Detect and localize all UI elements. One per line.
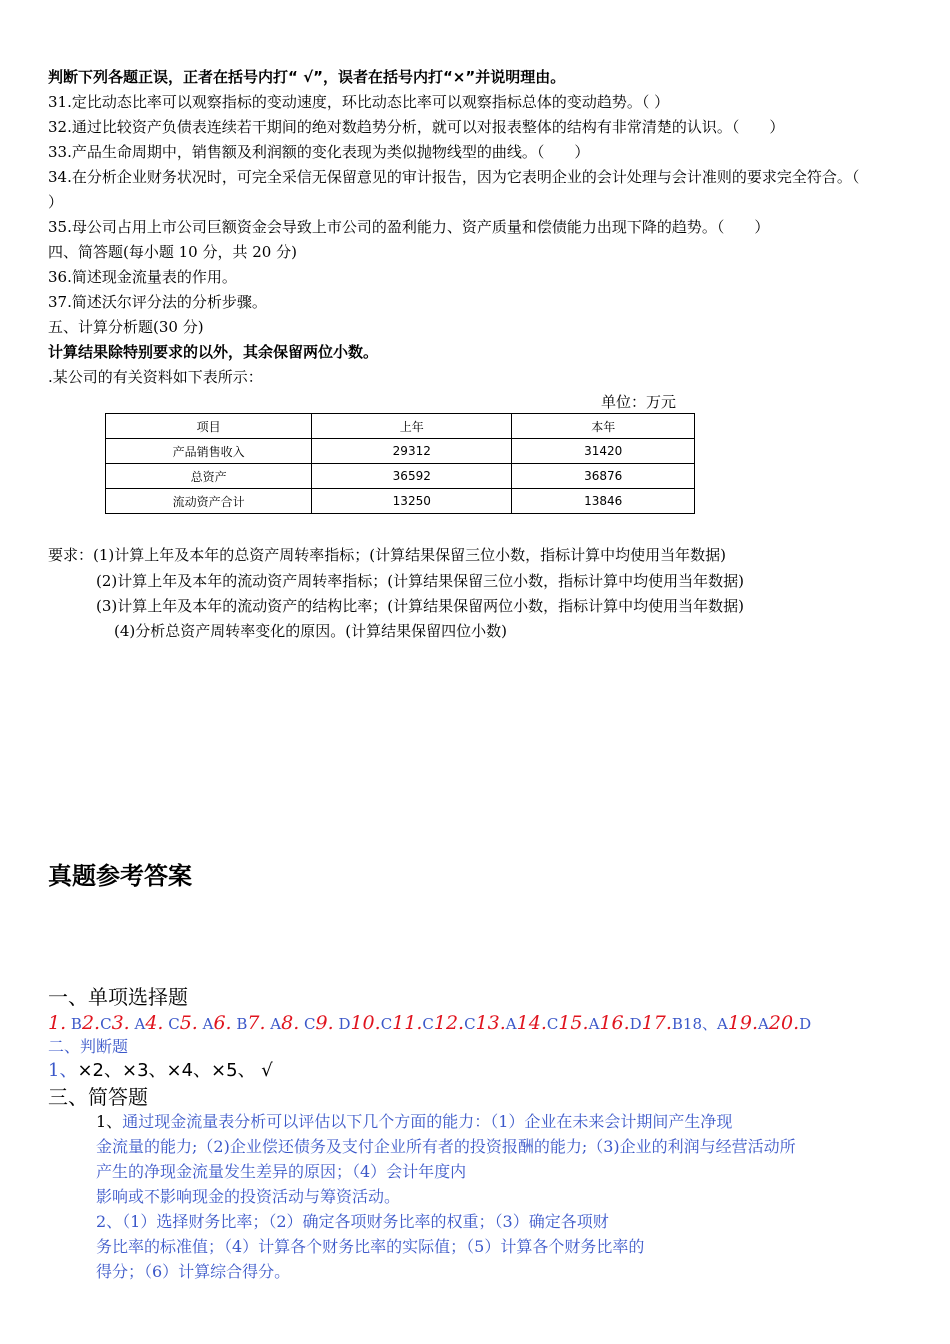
table-cell: 36592 xyxy=(312,464,512,489)
multiple-choice-answers xyxy=(48,1011,811,1036)
table-cell: 流动资产合计 xyxy=(106,489,312,514)
short-answer-1-line-2: 金流量的能力;（2)企业偿还债务及支付企业所有者的投资报酬的能力;（3)企业的利润与经营活动所 xyxy=(96,1137,796,1156)
mc-question-number: 11. xyxy=(392,1012,423,1034)
table-row xyxy=(106,489,695,514)
short-answer-1-line-4: 影响或不影响现金的投资活动与筹资活动。 xyxy=(96,1187,401,1206)
mc-question-number: 14. xyxy=(516,1012,547,1034)
mc-answer-letter: C xyxy=(546,1015,559,1033)
answer-section-3-title: 三、简答题 xyxy=(48,1085,148,1109)
mc-answer-letter: C xyxy=(464,1015,476,1033)
mc-question-number: 12. xyxy=(433,1012,465,1034)
mc-answer-letter: D xyxy=(799,1015,812,1033)
question-37: 37.简述沃尔评分法的分析步骤。 xyxy=(48,293,267,311)
table-row xyxy=(106,464,695,489)
mc-answer-letter: C xyxy=(163,1015,180,1033)
answer-section-1-title: 一、单项选择题 xyxy=(48,985,188,1009)
mc-question-number: 1. xyxy=(48,1012,67,1034)
mc-answer-letter: B xyxy=(66,1015,82,1033)
question-34-continued: ） xyxy=(48,193,64,211)
table-cell: 29312 xyxy=(312,439,512,464)
mc-question-number: 8. xyxy=(281,1012,300,1034)
section-4-title: 四、简答题(每小题 10 分，共 20 分) xyxy=(48,243,297,261)
question-31: 31.定比动态比率可以观察指标的变动速度，环比动态比率可以观察指标总体的变动趋势。（ ） xyxy=(48,93,670,111)
mc-question-number: 9. xyxy=(315,1012,334,1034)
short-answer-2-line-3: 得分；（6）计算综合得分。 xyxy=(96,1262,291,1281)
financial-data-table xyxy=(105,413,695,514)
requirement-3: (3)计算上年及本年的流动资产的结构比率；(计算结果保留两位小数，指标计算中均使用当年数据) xyxy=(96,597,744,615)
mc-answer-letter: C xyxy=(380,1015,393,1033)
mc-answer-letter: A xyxy=(588,1015,600,1033)
table-header-cell: 上年 xyxy=(312,414,512,439)
mc-answer-letter: D xyxy=(333,1015,351,1033)
mc-answer-letter: A xyxy=(505,1015,517,1033)
true-false-answers xyxy=(48,1061,273,1081)
table-cell: 13250 xyxy=(312,489,512,514)
question-36: 36.简述现金流量表的作用。 xyxy=(48,268,237,286)
mc-question-number: 6. xyxy=(213,1012,232,1034)
table-header-cell: 本年 xyxy=(512,414,695,439)
tf-prefix: 1、 xyxy=(48,1060,78,1081)
mc-answer-letter: B18、A xyxy=(671,1015,728,1033)
mc-answer-letter: A xyxy=(265,1015,282,1033)
table-row xyxy=(106,439,695,464)
requirement-1: 要求：(1)计算上年及本年的总资产周转率指标；(计算结果保留三位小数，指标计算中均使用当年数据) xyxy=(48,546,726,564)
question-32: 32.通过比较资产负债表连续若干期间的绝对数趋势分析，就可以对报表整体的结构有非常清楚的认识。（ ） xyxy=(48,118,785,136)
table-cell: 产品销售收入 xyxy=(106,439,312,464)
mc-answer-letter: C xyxy=(299,1015,316,1033)
mc-question-number: 20. xyxy=(768,1012,800,1034)
mc-question-number: 5. xyxy=(179,1012,198,1034)
mc-answer-letter: C xyxy=(100,1015,112,1033)
table-cell: 31420 xyxy=(512,439,695,464)
mc-answer-letter: C xyxy=(422,1015,434,1033)
table-cell: 36876 xyxy=(512,464,695,489)
requirement-4: (4)分析总资产周转率变化的原因。(计算结果保留四位小数) xyxy=(114,622,507,640)
section-5-note: 计算结果除特别要求的以外，其余保留两位小数。 xyxy=(48,343,379,361)
mc-answer-letter: A xyxy=(197,1015,214,1033)
mc-question-number: 7. xyxy=(247,1012,266,1034)
mc-question-number: 16. xyxy=(599,1012,630,1034)
section-5-intro: .某公司的有关资料如下表所示： xyxy=(48,368,263,386)
short-answer-2-line-1: 2、（1）选择财务比率；（2）确定各项财务比率的权重；（3）确定各项财 xyxy=(96,1212,609,1231)
mc-question-number: 3. xyxy=(111,1012,130,1034)
mc-answer-letter: B xyxy=(231,1015,248,1033)
mc-answer-letter: D xyxy=(629,1015,642,1033)
tf-answer-marks: ×2、×3、×4、×5、 √ xyxy=(77,1060,273,1081)
mc-answer-letter: A xyxy=(758,1015,769,1033)
question-35: 35.母公司占用上市公司巨额资金会导致上市公司的盈利能力、资产质量和偿债能力出现下降的趋势。（ ） xyxy=(48,218,770,236)
mc-question-number: 13. xyxy=(475,1012,506,1034)
answer-1-text: 通过现金流量表分析可以评估以下几个方面的能力：（1）企业在未来会计期间产生净现 xyxy=(122,1112,733,1131)
section-5-title: 五、计算分析题(30 分) xyxy=(48,318,204,336)
mc-question-number: 2. xyxy=(81,1012,101,1034)
mc-question-number: 17. xyxy=(641,1012,672,1034)
mc-question-number: 4. xyxy=(145,1012,164,1034)
unit-label: 单位：万元 xyxy=(601,393,677,411)
mc-question-number: 19. xyxy=(727,1012,759,1034)
requirement-2: (2)计算上年及本年的流动资产周转率指标；(计算结果保留三位小数，指标计算中均使用当年数据) xyxy=(96,572,744,590)
question-33: 33.产品生命周期中，销售额及利润额的变化表现为类似抛物线型的曲线。（ ） xyxy=(48,143,590,161)
answer-section-2-title: 二、判断题 xyxy=(48,1037,129,1056)
mc-question-number: 10. xyxy=(350,1012,381,1034)
short-answer-2-line-2: 务比率的标准值；（4）计算各个财务比率的实际值；（5）计算各个财务比率的 xyxy=(96,1237,645,1256)
table-header-cell: 项目 xyxy=(106,414,312,439)
answers-title: 真题参考答案 xyxy=(48,862,192,890)
table-cell: 13846 xyxy=(512,489,695,514)
short-answer-1-line-3: 产生的净现金流量发生差异的原因；（4）会计年度内 xyxy=(96,1162,467,1181)
short-answer-1-line-1 xyxy=(96,1112,732,1132)
table-cell: 总资产 xyxy=(106,464,312,489)
mc-question-number: 15. xyxy=(558,1012,589,1034)
question-34: 34.在分析企业财务状况时，可完全采信无保留意见的审计报告，因为它表明企业的会计处理与会计准则的要求完全符合。（ xyxy=(48,168,860,186)
answer-1-number: 1、 xyxy=(96,1112,123,1131)
table-header-row xyxy=(106,414,695,439)
judge-instructions: 判断下列各题正误，正者在括号内打“ √”，误者在括号内打“×”并说明理由。 xyxy=(48,68,566,86)
mc-answer-letter: A xyxy=(129,1015,146,1033)
